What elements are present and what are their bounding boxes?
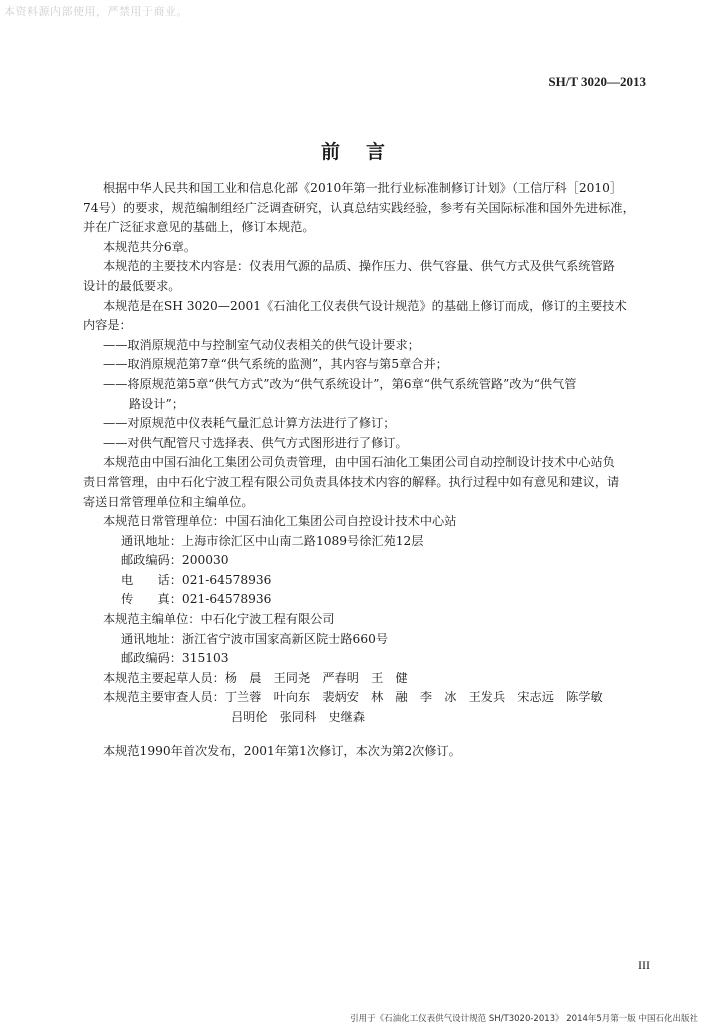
paragraph-chapters: 本规范共分6章。 bbox=[103, 239, 197, 254]
text-line: 本规范是在SH 3020—2001《石油化工仪表供气设计规范》的基础上修订而成，修订的主要技术 bbox=[103, 298, 627, 313]
text-line: 责日常管理，由中石化宁波工程有限公司负责具体技术内容的解释。执行过程中如有意见和建议，请 bbox=[83, 474, 620, 489]
text-line: 内容是： bbox=[83, 318, 132, 333]
text-line: ——将原规范第5章“供气方式”改为“供气系统设计”，第6章“供气系统管路”改为“供气管 bbox=[103, 376, 577, 391]
watermark: 本资料源内部使用，严禁用于商业。 bbox=[4, 5, 188, 18]
text-line: 根据中华人民共和国工业和信息化部《2010年第一批行业标准制修订计划》（工信厅科［2010］ bbox=[103, 181, 623, 195]
revision-history: 本规范1990年首次发布，2001年第1次修订，本次为第2次修订。 bbox=[103, 743, 461, 758]
paragraph-management bbox=[83, 453, 651, 512]
chief-address: 通讯地址：浙江省宁波市国家高新区院士路660号 bbox=[121, 631, 389, 646]
daily-unit: 本规范日常管理单位：中国石油化工集团公司自控设计技术中心站 bbox=[103, 514, 457, 529]
text-line: 并在广泛征求意见的基础上，修订本规范。 bbox=[83, 220, 315, 235]
contact-block bbox=[103, 512, 651, 728]
text-line: 寄送日常管理单位和主编单位。 bbox=[83, 494, 254, 509]
paragraph-content bbox=[83, 257, 651, 296]
text-line: 本规范由中国石油化工集团公司负责管理，由中国石油化工集团公司自动控制设计技术中心站负 bbox=[103, 455, 615, 470]
daily-fax: 传 真：021-64578936 bbox=[121, 592, 272, 607]
drafters: 本规范主要起草人员：杨 晨 王同尧 严春明 王 健 bbox=[103, 670, 408, 685]
revision-item bbox=[103, 375, 651, 414]
chief-unit: 本规范主编单位：中石化宁波工程有限公司 bbox=[103, 612, 335, 627]
chief-postcode: 邮政编码：315103 bbox=[121, 651, 229, 666]
daily-phone: 电 话：021-64578936 bbox=[121, 572, 272, 587]
text-line: 路设计”； bbox=[129, 396, 184, 411]
document-body bbox=[83, 179, 651, 761]
citation-footer: 引用于《石油化工仪表供气设计规范 SH/T3020-2013》 2014年5月第一版 中国石化出版社 bbox=[350, 1014, 698, 1024]
revision-item: ——取消原规范中与控制室气动仪表相关的供气设计要求； bbox=[103, 337, 420, 352]
text-line: 本规范的主要技术内容是：仪表用气源的品质、操作压力、供气容量、供气方式及供气系统管路 bbox=[103, 259, 615, 274]
text-line: 74号）的要求，规范编制组经广泛调查研究，认真总结实践经验，参考有关国际标准和国外先进标准， bbox=[83, 200, 635, 215]
page-number: III bbox=[638, 958, 650, 972]
revision-item: ——取消原规范第7章“供气系统的监测”，其内容与第5章合并； bbox=[103, 357, 448, 372]
standard-code: SH/T 3020—2013 bbox=[548, 74, 646, 89]
revision-item: ——对供气配管尺寸选择表、供气方式图形进行了修订。 bbox=[103, 435, 408, 450]
paragraph-revision bbox=[83, 297, 651, 336]
reviewers-continued: 吕明伦 张同科 史继森 bbox=[231, 710, 366, 725]
paragraph-basis bbox=[83, 179, 651, 238]
text-line: 设计的最低要求。 bbox=[83, 278, 181, 293]
page-title: 前言 bbox=[320, 141, 411, 163]
revision-item: ——对原规范中仪表耗气量汇总计算方法进行了修订； bbox=[103, 416, 396, 431]
reviewers: 本规范主要审查人员：丁兰蓉 叶向东 裴炳安 林 融 李 冰 王发兵 宋志远 陈学敏 bbox=[103, 690, 603, 705]
daily-postcode: 邮政编码：200030 bbox=[121, 553, 229, 568]
daily-address: 通讯地址：上海市徐汇区中山南二路1089号徐汇苑12层 bbox=[121, 533, 424, 548]
